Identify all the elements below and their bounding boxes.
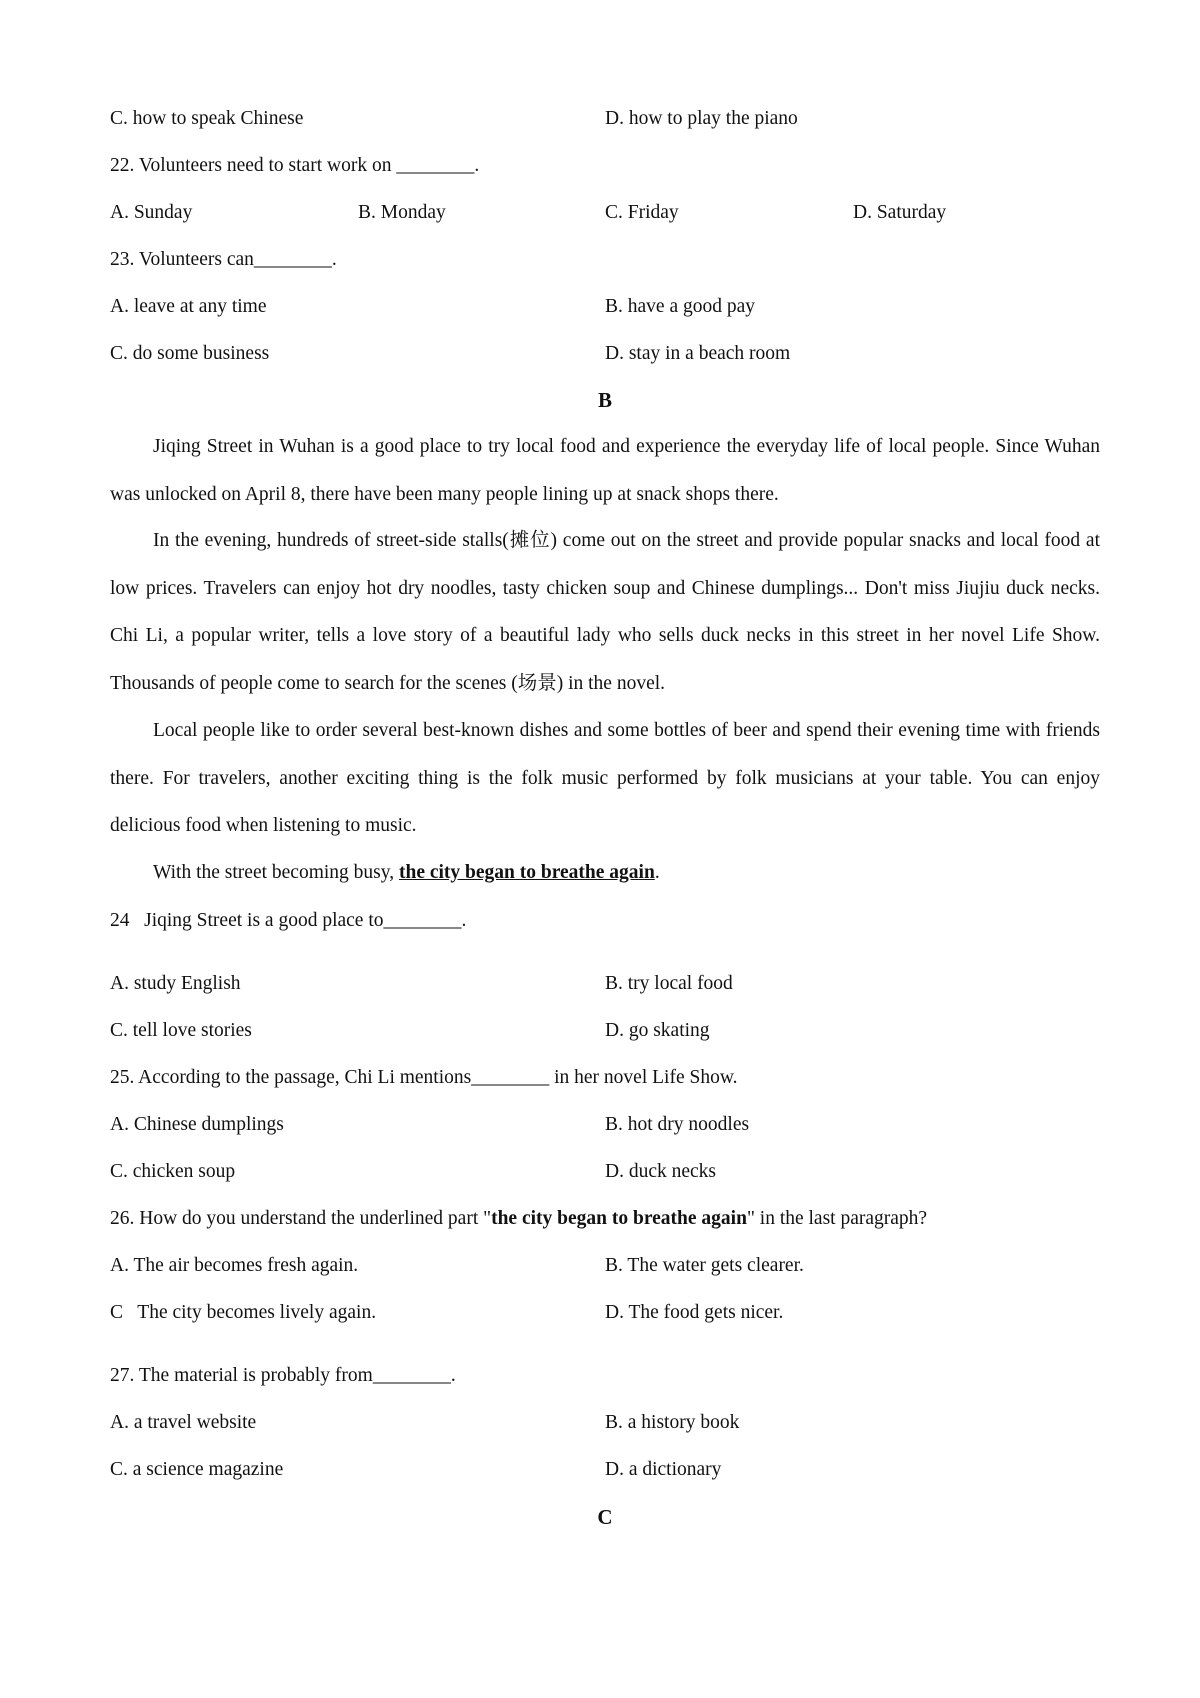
q23-option-b: B. have a good pay bbox=[605, 296, 756, 317]
q26-option-a: A. The air becomes fresh again. bbox=[110, 1255, 359, 1276]
q27-option-d: D. a dictionary bbox=[605, 1459, 722, 1480]
q25-option-b: B. hot dry noodles bbox=[605, 1114, 750, 1135]
q23-option-c: C. do some business bbox=[110, 343, 270, 364]
q25-stem: 25. According to the passage, Chi Li mentions________ in her novel Life Show. bbox=[110, 1067, 738, 1088]
paragraph-4-prefix: With the street becoming busy, bbox=[153, 862, 399, 883]
underlined-phrase: the city began to breathe again bbox=[398, 862, 655, 883]
section-c-heading: C bbox=[597, 1505, 613, 1529]
q26-stem-suffix: " in the last paragraph? bbox=[746, 1208, 928, 1229]
q26-stem-prefix: 26. How do you understand the underlined part " bbox=[110, 1208, 492, 1229]
q26-option-d: D. The food gets nicer. bbox=[605, 1302, 784, 1323]
passage-b-paragraph-3: Local people like to order several best-known dishes and some bottles of beer and spend their evening time with friends there. For travelers, another exciting thing is the folk music performed by folk musicians at your table. You can enjoy delicious food when listening to music. bbox=[110, 720, 1100, 836]
q26-option-c: C The city becomes lively again. bbox=[110, 1302, 377, 1323]
q22-option-c: C. Friday bbox=[605, 202, 679, 223]
q24-option-c: C. tell love stories bbox=[110, 1020, 252, 1041]
q27-option-c: C. a science magazine bbox=[110, 1459, 284, 1480]
paragraph-4-suffix: . bbox=[654, 862, 660, 883]
q21-option-d: D. how to play the piano bbox=[605, 108, 798, 129]
q25-option-c: C. chicken soup bbox=[110, 1161, 236, 1182]
section-b-heading: B bbox=[597, 388, 612, 412]
q23-stem: 23. Volunteers can________. bbox=[110, 249, 337, 270]
passage-b-paragraph-2: In the evening, hundreds of street-side stalls(摊位) come out on the street and provide popular snacks and local food at low prices. Travelers can enjoy hot dry noodles, tasty chicken soup and Chinese dumplings... Don't miss Jiujiu duck necks. Chi Li, a popular writer, tells a love story of a beautiful lady who sells duck necks in this street in her novel Life Show. Thousands of people come to search for the scenes (场景) in the novel. bbox=[110, 530, 1100, 694]
q22-option-a: A. Sunday bbox=[110, 202, 193, 223]
q24-option-a: A. study English bbox=[110, 973, 241, 994]
q21-option-c: C. how to speak Chinese bbox=[110, 108, 304, 129]
q23-option-d: D. stay in a beach room bbox=[605, 343, 791, 364]
q22-option-b: B. Monday bbox=[358, 202, 446, 223]
q25-option-d: D. duck necks bbox=[605, 1161, 717, 1182]
q26-option-b: B. The water gets clearer. bbox=[605, 1255, 804, 1276]
q26-stem-bold: the city began to breathe again bbox=[491, 1208, 747, 1229]
q25-option-a: A. Chinese dumplings bbox=[110, 1114, 284, 1135]
passage-b-paragraph-1: Jiqing Street in Wuhan is a good place to try local food and experience the everyday life of local people. Since Wuhan was unlocked on April 8, there have been many people lining up at snack shops there. bbox=[110, 436, 1100, 505]
q27-stem: 27. The material is probably from________. bbox=[110, 1365, 456, 1386]
q22-stem: 22. Volunteers need to start work on ________. bbox=[110, 155, 480, 176]
q23-option-a: A. leave at any time bbox=[110, 296, 267, 317]
q27-option-b: B. a history book bbox=[605, 1412, 740, 1433]
q26-stem bbox=[110, 1209, 927, 1229]
passage-b-paragraph-4 bbox=[110, 849, 1100, 897]
q22-option-d: D. Saturday bbox=[853, 202, 947, 223]
q24-option-d: D. go skating bbox=[605, 1020, 710, 1041]
q24-option-b: B. try local food bbox=[605, 973, 733, 994]
q27-option-a: A. a travel website bbox=[110, 1412, 257, 1433]
q24-stem: 24 Jiqing Street is a good place to________. bbox=[110, 910, 467, 931]
